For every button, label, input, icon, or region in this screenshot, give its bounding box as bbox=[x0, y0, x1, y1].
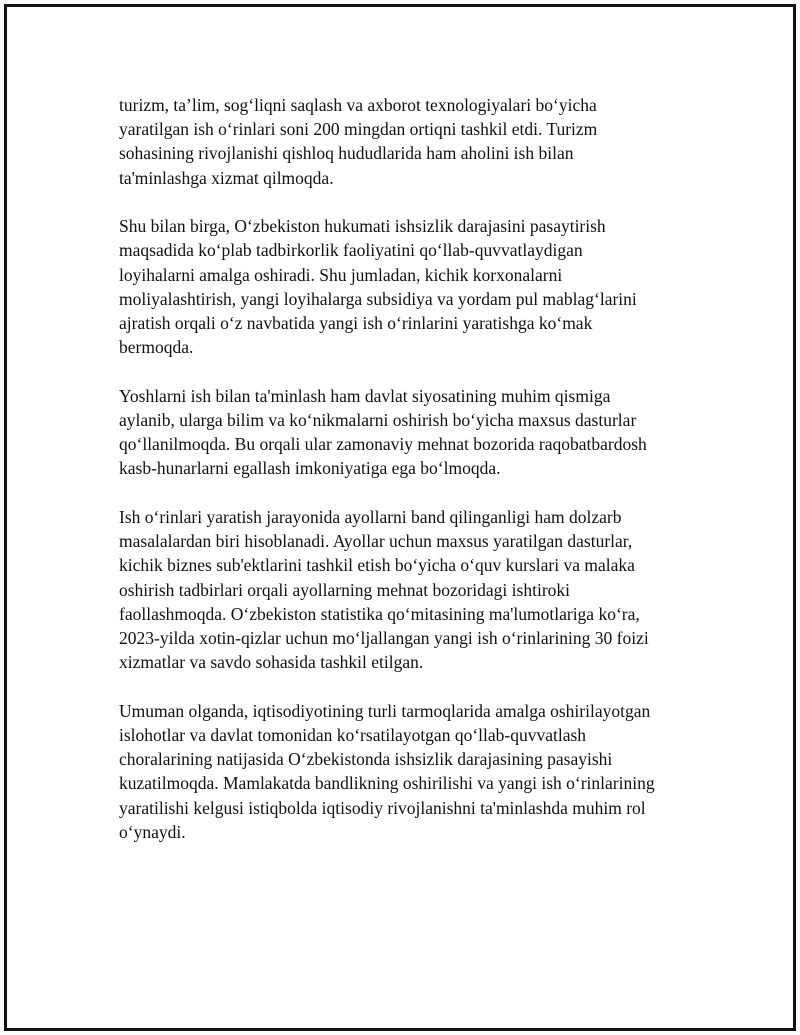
paragraph-conclusion: Umuman olganda, iqtisodiyotining turli tarmoqlarida amalga oshirilayotgan islohotlar va davlat tomonidan ko‘rsatilayotgan qo‘llab-quvvatlash choralarining natijasida O‘zbekistonda ishsizlik darajasining pasayishi kuzatilmoqda. Mamlakatda bandlikning oshirilishi va yangi ish o‘rinlarining yaratilishi kelgusi istiqbolda iqtisodiy rivojlanishni ta'minlashda muhim rol o‘ynaydi. bbox=[119, 700, 655, 842]
document-body bbox=[119, 93, 699, 868]
paragraph-youth-employment: Yoshlarni ish bilan ta'minlash ham davlat siyosatining muhim qismiga aylanib, ularga bilim va ko‘nikmalarni oshirish bo‘yicha maxsus dasturlar qo‘llanilmoqda. Bu orqali ular zamonaviy mehnat bozorida raqobatbardosh kasb-hunarlarni egallash imkoniyatiga ega bo‘lmoqda. bbox=[119, 385, 647, 479]
paragraph-government-support: Shu bilan birga, O‘zbekiston hukumati ishsizlik darajasini pasaytirish maqsadida ko‘plab tadbirkorlik faoliyatini qo‘llab-quvvatlaydigan loyihalarni amalga oshiradi. Shu jumladan, kichik korxonalarni moliyalashtirish, yangi loyihalarga subsidiya va yordam pul mablag‘larini ajratish orqali o‘z navbatida yangi ish o‘rinlarini yaratishga ko‘mak bermoqda. bbox=[119, 216, 637, 358]
paragraph-women-employment: Ish o‘rinlari yaratish jarayonida ayollarni band qilinganligi ham dolzarb masalalardan biri hisoblanadi. Ayollar uchun maxsus yaratilgan dasturlar, kichik biznes sub'ektlarini tashkil etish bo‘yicha o‘quv kurslari va malaka oshirish tadbirlari orqali ayollarning mehnat bozoridagi ishtiroki faollashmoqda. O‘zbekiston statistika qo‘mitasining ma'lumotlariga ko‘ra, 2023-yilda xotin-qizlar uchun mo‘ljallangan yangi ish o‘rinlarining 30 foizi xizmatlar va savdo sohasida tashkil etilgan. bbox=[119, 507, 649, 673]
paragraph-tourism-jobs: turizm, ta’lim, sog‘liqni saqlash va axborot texnologiyalari bo‘yicha yaratilgan ish o‘rinlari soni 200 mingdan ortiqni tashkil etdi. Turizm sohasining rivojlanishi qishloq hududlarida ham aholini ish bilan ta'minlashga xizmat qilmoqda. bbox=[119, 95, 598, 188]
